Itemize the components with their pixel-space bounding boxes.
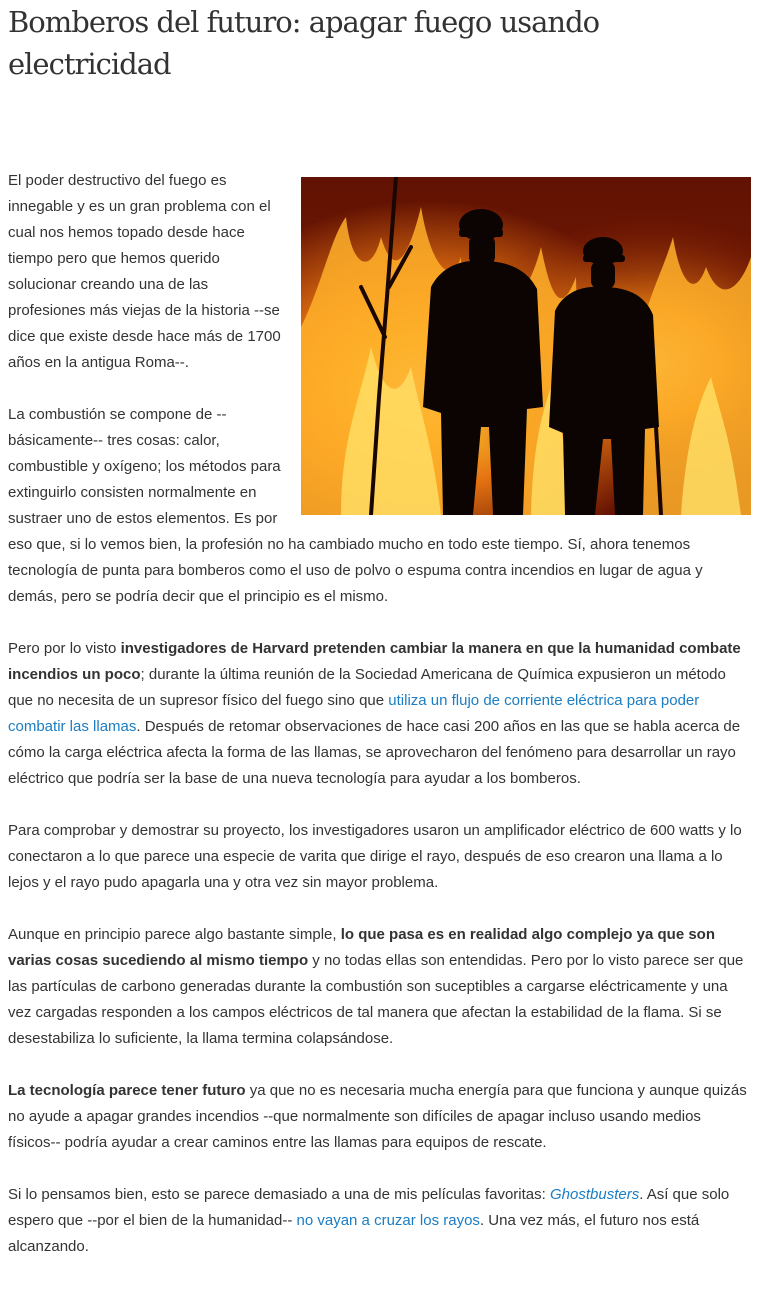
paragraph-2: La combustión se compone de --básicamente-- tres cosas: calor, combustible y oxígeno; los métodos para extinguirlo consisten normalmente en sustraer uno de estos elementos. Es por eso que, si lo vemos bien, la profesión no ha cambiado mucho en todo este tiempo. Sí, ahora tenemos tecnología de punta para bomberos como el uso de polvo o espuma contra incendios en lugar de agua y demás, pero se podría decir que el principio es el mismo. [8, 406, 703, 605]
fire-scene [301, 177, 751, 515]
paragraph-3 [8, 636, 751, 792]
p3-text-1: Pero por lo visto [8, 640, 121, 657]
p3-text-2: ; durante la última reunión de la Sociedad Americana de Química expusieron un método que no necesita de un supresor físico del fuego sino que [8, 666, 726, 709]
p7-text-1: Si lo pensamos bien, esto se parece demasiado a una de mis películas favoritas: [8, 1186, 550, 1203]
p5-text-1: Aunque en principio parece algo bastante simple, [8, 926, 341, 943]
article-body [8, 168, 751, 1260]
link-flujo-corriente[interactable]: utiliza un flujo de corriente eléctrica para poder combatir las llamas [8, 692, 700, 735]
link-ghostbusters[interactable] [550, 1186, 639, 1203]
firefighters-image [301, 177, 751, 515]
link-ghostbusters-text: Ghostbusters [549, 1186, 640, 1203]
article-title: Bomberos del futuro: apagar fuego usando electricidad [8, 5, 600, 81]
paragraph-5 [8, 922, 751, 1052]
link-cruzar-rayos[interactable]: no vayan a cruzar los rayos [296, 1212, 480, 1229]
p5-bold-1: lo que pasa es en realidad algo complejo ya que son varias cosas sucediendo al mismo tiempo [8, 926, 715, 969]
paragraph-7 [8, 1182, 751, 1260]
p3-bold-1: investigadores de Harvard pretenden cambiar la manera en que la humanidad combate incendios un poco [8, 640, 741, 683]
p7-text-3: . Una vez más, el futuro nos está alcanzando. [8, 1212, 700, 1255]
p3-text-3: . Después de retomar observaciones de hace casi 200 años en las que se habla acerca de cómo la carga eléctrica afecta la forma de las llamas, se aprovecharon del fenómeno para desarrollar un rayo eléctrico que podría ser la base de una nueva tecnología para ayudar a los bomberos. [8, 718, 741, 787]
paragraph-4: Para comprobar y demostrar su proyecto, los investigadores usaron un amplificador eléctrico de 600 watts y lo conectaron a lo que parece una especie de varita que dirige el rayo, después de eso crearon una llama a lo lejos y el rayo pudo apagarla una y otra vez sin mayor problema. [8, 822, 742, 891]
p6-text-1: ya que no es necesaria mucha energía para que funciona y aunque quizás no ayude a apagar grandes incendios --que normalmente son difíciles de apagar incluso usando medios físicos-- podría ayudar a crear caminos entre las llamas para equipos de rescate. [8, 1082, 747, 1151]
p7-text-2: . Así que solo espero que --por el bien de la humanidad-- [8, 1186, 730, 1229]
paragraph-6 [8, 1078, 751, 1156]
p5-text-2: y no todas ellas son entendidas. Pero por lo visto parece ser que las partículas de carbono generadas durante la combustión son suceptibles a cargarse eléctricamente y una vez cargadas responden a los campos eléctricos de tal manera que afectan la estabilidad de la flama. Si se desestabiliza lo suficiente, la llama termina colapsándose. [8, 952, 744, 1047]
p6-bold-1: La tecnología parece tener futuro [8, 1082, 246, 1099]
paragraph-1: El poder destructivo del fuego es innegable y es un gran problema con el cual nos hemos topado desde hace tiempo pero que hemos querido solucionar creando una de las profesiones más viejas de la historia --se dice que existe desde hace más de 1700 años en la antigua Roma--. [8, 172, 281, 371]
